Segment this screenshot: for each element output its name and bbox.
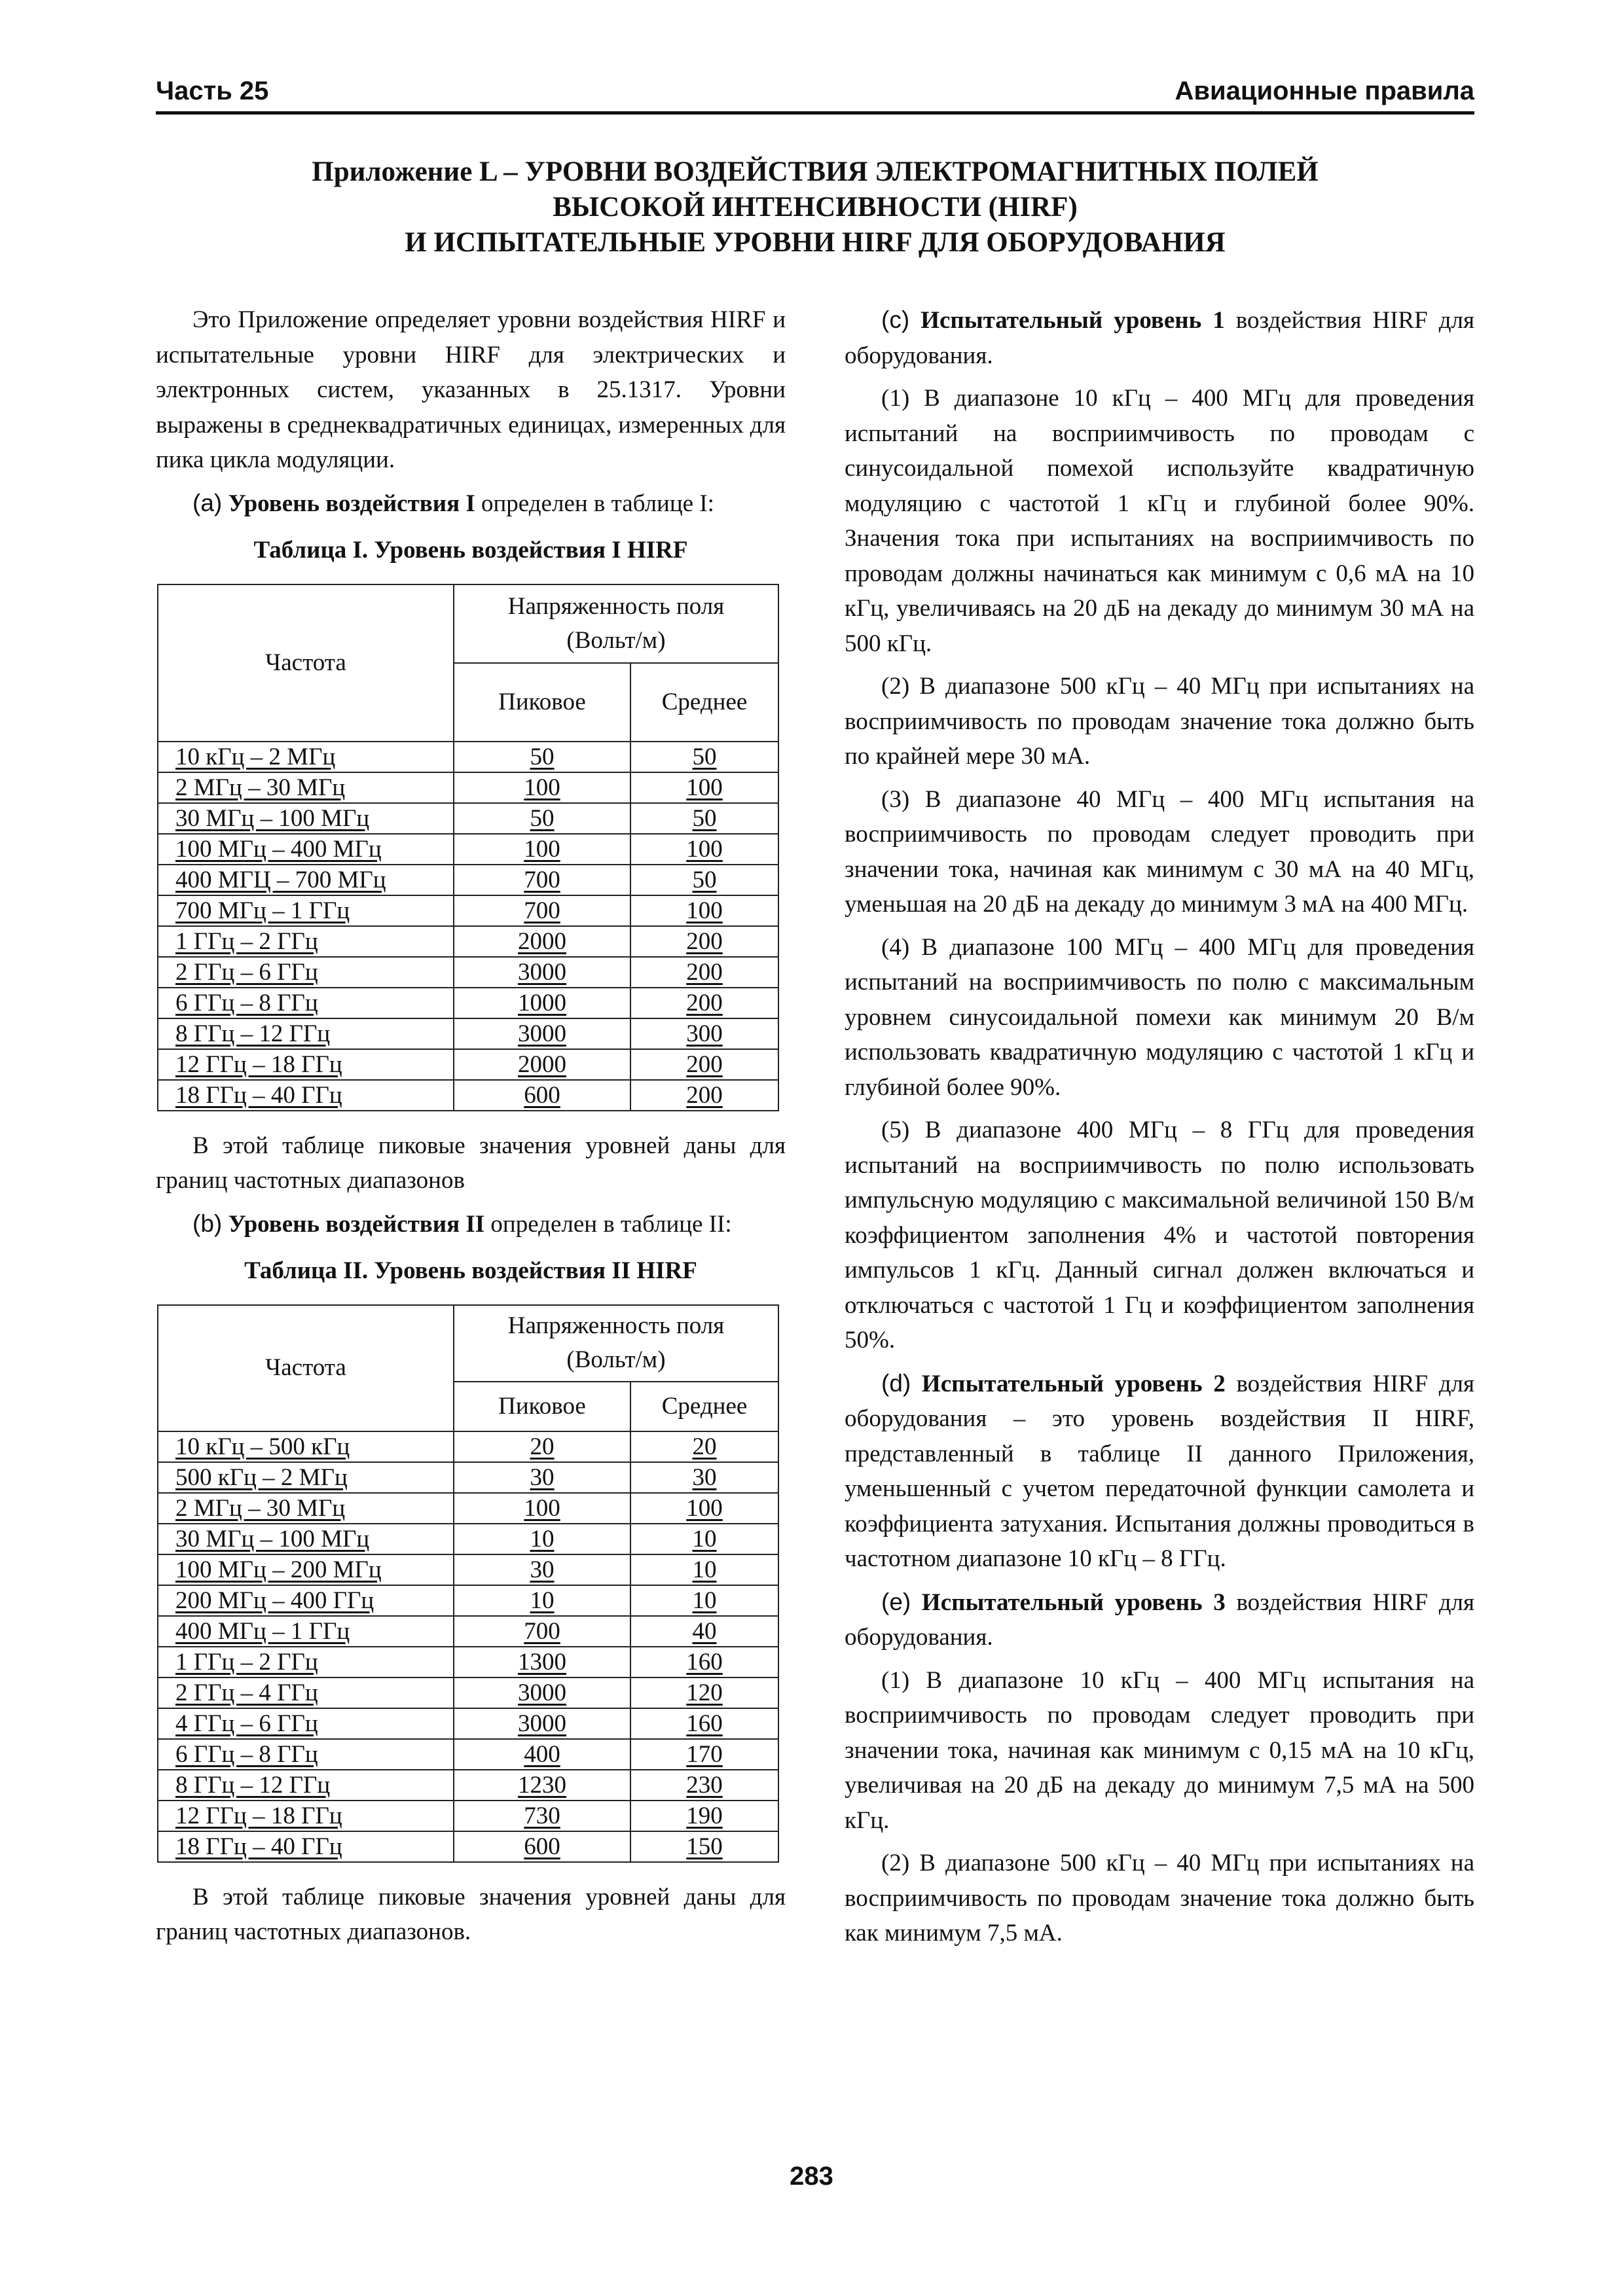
average-cell: 170 — [630, 1739, 778, 1770]
average-cell: 230 — [630, 1770, 778, 1801]
table-row — [158, 1801, 778, 1831]
peak-cell: 50 — [454, 742, 630, 772]
table-row — [158, 1462, 778, 1493]
table-row — [158, 1524, 778, 1554]
peak-cell: 30 — [454, 1462, 630, 1493]
paragraph-a — [156, 486, 786, 522]
paragraph-label: (b) — [192, 1210, 223, 1237]
peak-cell: 1300 — [454, 1647, 630, 1677]
paragraph-term: Уровень воздействия II — [228, 1210, 485, 1238]
peak-cell: 2000 — [454, 926, 630, 957]
right-column — [845, 302, 1474, 1959]
paragraph-term: Испытательный уровень 3 — [921, 1588, 1226, 1616]
average-cell: 100 — [630, 772, 778, 803]
table-row — [158, 772, 778, 803]
paragraph-c3: (3) В диапазоне 40 МГц – 400 МГц испытания на восприимчивость по проводам следует проводить при значении тока, начиная как минимум с 30 мА на 40 МГц, уменьшая на 20 дБ на декаду до минимум 3 мА на 400 МГц. — [845, 785, 1474, 918]
paragraph-term: Уровень воздействия I — [228, 490, 475, 517]
appendix-title-line: Приложение L – УРОВНИ ВОЗДЕЙСТВИЯ ЭЛЕКТРОМАГНИТНЫХ ПОЛЕЙ — [312, 156, 1319, 187]
frequency-cell: 1 ГГц – 2 ГГц — [158, 1647, 454, 1677]
frequency-cell: 100 МГц – 200 МГц — [158, 1554, 454, 1585]
table-row — [158, 1616, 778, 1647]
table-row — [158, 742, 778, 772]
appendix-title-line: И ИСПЫТАТЕЛЬНЫЕ УРОВНИ HIRF ДЛЯ ОБОРУДОВАНИЯ — [405, 227, 1226, 258]
paragraph-label: (a) — [192, 489, 223, 516]
paragraph-e — [845, 1585, 1474, 1655]
frequency-cell: 400 МГЦ – 700 МГц — [158, 865, 454, 895]
table-row — [158, 1708, 778, 1739]
paragraph-c1: (1) В диапазоне 10 кГц – 400 МГц для проведения испытаний на восприимчивость по проводам с синусоидальной помехой используйте квадратичную модуляцию с частотой 1 кГц и глубиной более 90%. Значения тока при испытаниях на восприимчивость по проводам должны начинаться как минимум с 0,6 мА на 10 кГц, увеличиваясь на 20 дБ на декаду до минимум 30 мА на 500 кГц. — [845, 385, 1474, 657]
page-number: 283 — [790, 2162, 833, 2191]
average-cell: 160 — [630, 1647, 778, 1677]
peak-cell: 600 — [454, 1080, 630, 1111]
table2-note: В этой таблице пиковые значения уровней даны для границ частотных диапазонов. — [156, 1883, 786, 1945]
peak-cell: 700 — [454, 865, 630, 895]
frequency-cell: 500 кГц – 2 МГц — [158, 1462, 454, 1493]
peak-cell: 10 — [454, 1585, 630, 1616]
average-cell: 10 — [630, 1585, 778, 1616]
average-cell: 200 — [630, 957, 778, 988]
hirf-table-2 — [157, 1304, 779, 1863]
frequency-cell: 400 МГц – 1 ГГц — [158, 1616, 454, 1647]
paragraph-label: (d) — [881, 1369, 911, 1397]
frequency-cell: 18 ГГц – 40 ГГц — [158, 1080, 454, 1111]
paragraph-label: (e) — [881, 1588, 911, 1615]
frequency-cell: 18 ГГц – 40 ГГц — [158, 1831, 454, 1862]
header-rule — [156, 111, 1474, 115]
average-cell: 190 — [630, 1801, 778, 1831]
left-column — [156, 302, 786, 1958]
table-row — [158, 1049, 778, 1080]
paragraph-c5: (5) В диапазоне 400 МГц – 8 ГГц для проведения испытаний на восприимчивость по полю использовать импульсную модуляцию с максимальной величиной 150 В/м коэффициентом заполнения 4% и частотой повторения импульсов 1 кГц. Данный сигнал должен включаться и отключаться с частотой 1 Гц и коэффициентом заполнения 50%. — [845, 1117, 1474, 1354]
table-row — [158, 1080, 778, 1111]
peak-cell: 400 — [454, 1739, 630, 1770]
table-row — [158, 803, 778, 834]
column-header-average: Среднее — [630, 663, 778, 742]
paragraph-text: определен в таблице I: — [481, 490, 714, 517]
average-cell: 200 — [630, 1049, 778, 1080]
frequency-cell: 10 кГц – 500 кГц — [158, 1431, 454, 1462]
peak-cell: 50 — [454, 803, 630, 834]
column-header-peak: Пиковое — [454, 663, 630, 742]
average-cell: 30 — [630, 1462, 778, 1493]
frequency-cell: 4 ГГц – 6 ГГц — [158, 1708, 454, 1739]
frequency-cell: 30 МГц – 100 МГц — [158, 803, 454, 834]
table-row — [158, 895, 778, 926]
frequency-cell: 6 ГГц – 8 ГГц — [158, 1739, 454, 1770]
average-cell: 200 — [630, 926, 778, 957]
table-row — [158, 957, 778, 988]
paragraph-c — [845, 302, 1474, 373]
average-cell: 300 — [630, 1018, 778, 1049]
frequency-cell: 100 МГц – 400 МГц — [158, 834, 454, 865]
average-cell: 40 — [630, 1616, 778, 1647]
frequency-cell: 2 МГц – 30 МГц — [158, 1493, 454, 1524]
average-cell: 120 — [630, 1677, 778, 1708]
paragraph-c2: (2) В диапазоне 500 кГц – 40 МГц при испытаниях на восприимчивость по проводам значение тока должно быть по крайней мере 30 мА. — [845, 673, 1474, 770]
peak-cell: 3000 — [454, 957, 630, 988]
average-cell: 10 — [630, 1554, 778, 1585]
paragraph-text: определен в таблице II: — [490, 1210, 732, 1238]
table-row — [158, 1647, 778, 1677]
intro-paragraph: Это Приложение определяет уровни воздействия HIRF и испытательные уровни HIRF для электрических и электронных систем, указанных в 25.1317. Уровни выражены в среднеквадратичных единицах, измеренных для пика цикла модуляции. — [156, 306, 786, 473]
peak-cell: 10 — [454, 1524, 630, 1554]
table-row — [158, 1739, 778, 1770]
peak-cell: 1000 — [454, 988, 630, 1018]
table-row — [158, 1770, 778, 1801]
peak-cell: 100 — [454, 1493, 630, 1524]
table2-caption: Таблица II. Уровень воздействия II HIRF — [244, 1257, 697, 1284]
average-cell: 50 — [630, 803, 778, 834]
peak-cell: 1230 — [454, 1770, 630, 1801]
running-header-part: Часть 25 — [156, 77, 269, 105]
hirf-table-1 — [157, 584, 779, 1111]
paragraph-b — [156, 1206, 786, 1242]
paragraph-label: (c) — [881, 306, 910, 333]
frequency-cell: 2 МГц – 30 МГц — [158, 772, 454, 803]
paragraph-term: Испытательный уровень 2 — [921, 1370, 1226, 1397]
peak-cell: 3000 — [454, 1708, 630, 1739]
paragraph-term: Испытательный уровень 1 — [921, 307, 1225, 334]
peak-cell: 3000 — [454, 1677, 630, 1708]
table-row — [158, 1831, 778, 1862]
paragraph-e1: (1) В диапазоне 10 кГц – 400 МГц испытания на восприимчивость по проводам следует проводить при значении тока, начиная как минимум с 0,15 мА на 10 кГц, увеличивая на 20 дБ на декаду до минимум 7,5 мА на 500 кГц. — [845, 1666, 1474, 1834]
paragraph-text: воздействия HIRF для оборудования – это уровень воздействия II HIRF, представленный в таблице II данного Приложения, уменьшенный с учетом передаточной функции самолета и коэффициента затухания. Испытания должны проводиться в частотном диапазоне 10 кГц – 8 ГГц. — [845, 1370, 1475, 1572]
frequency-cell: 2 ГГц – 4 ГГц — [158, 1677, 454, 1708]
average-cell: 160 — [630, 1708, 778, 1739]
average-cell: 200 — [630, 1080, 778, 1111]
frequency-cell: 12 ГГц – 18 ГГц — [158, 1801, 454, 1831]
average-cell: 100 — [630, 834, 778, 865]
frequency-cell: 30 МГц – 100 МГц — [158, 1524, 454, 1554]
paragraph-c4: (4) В диапазоне 100 МГц – 400 МГц для проведения испытаний на восприимчивость по полю с максимальным уровнем синусоидальной помехи как минимум 20 В/м использовать квадратичную модуляцию с частотой 1 кГц и глубиной более 90%. — [845, 933, 1474, 1101]
appendix-title — [156, 154, 1474, 260]
table-row — [158, 1431, 778, 1462]
column-header-frequency: Частота — [158, 1305, 454, 1431]
average-cell: 20 — [630, 1431, 778, 1462]
running-header-title: Авиационные правила — [1175, 77, 1474, 105]
average-cell: 100 — [630, 895, 778, 926]
table-row — [158, 1585, 778, 1616]
average-cell: 200 — [630, 988, 778, 1018]
frequency-cell: 10 кГц – 2 МГц — [158, 742, 454, 772]
frequency-cell: 200 МГц – 400 ГГц — [158, 1585, 454, 1616]
peak-cell: 700 — [454, 895, 630, 926]
peak-cell: 3000 — [454, 1018, 630, 1049]
column-header-peak: Пиковое — [454, 1382, 630, 1431]
table-row — [158, 1677, 778, 1708]
frequency-cell: 1 ГГц – 2 ГГц — [158, 926, 454, 957]
peak-cell: 700 — [454, 1616, 630, 1647]
column-header-frequency: Частота — [158, 584, 454, 742]
frequency-cell: 700 МГц – 1 ГГц — [158, 895, 454, 926]
column-header-field-strength: Напряженность поля (Вольт/м) — [454, 584, 778, 663]
peak-cell: 30 — [454, 1554, 630, 1585]
average-cell: 50 — [630, 865, 778, 895]
frequency-cell: 8 ГГц – 12 ГГц — [158, 1018, 454, 1049]
frequency-cell: 8 ГГц – 12 ГГц — [158, 1770, 454, 1801]
peak-cell: 100 — [454, 834, 630, 865]
table-row — [158, 1493, 778, 1524]
table-row — [158, 1018, 778, 1049]
average-cell: 100 — [630, 1493, 778, 1524]
paragraph-d — [845, 1366, 1474, 1577]
average-cell: 10 — [630, 1524, 778, 1554]
peak-cell: 730 — [454, 1801, 630, 1831]
paragraph-e2: (2) В диапазоне 500 кГц – 40 МГц при испытаниях на восприимчивость по проводам значение тока должно быть как минимум 7,5 мА. — [845, 1850, 1474, 1946]
average-cell: 50 — [630, 742, 778, 772]
peak-cell: 20 — [454, 1431, 630, 1462]
appendix-title-line: ВЫСОКОЙ ИНТЕНСИВНОСТИ (HIRF) — [553, 192, 1078, 223]
table-row — [158, 1554, 778, 1585]
table-row — [158, 926, 778, 957]
frequency-cell: 12 ГГц – 18 ГГц — [158, 1049, 454, 1080]
peak-cell: 600 — [454, 1831, 630, 1862]
frequency-cell: 2 ГГц – 6 ГГц — [158, 957, 454, 988]
frequency-cell: 6 ГГц – 8 ГГц — [158, 988, 454, 1018]
paragraph-text: воздействия HIRF для оборудования. — [845, 307, 1475, 369]
table1-note: В этой таблице пиковые значения уровней даны для границ частотных диапазонов — [156, 1132, 786, 1194]
peak-cell: 2000 — [454, 1049, 630, 1080]
table-row — [158, 865, 778, 895]
column-header-field-strength: Напряженность поля (Вольт/м) — [454, 1305, 778, 1382]
average-cell: 150 — [630, 1831, 778, 1862]
paragraph-text: воздействия HIRF для оборудования. — [845, 1588, 1475, 1651]
table-row — [158, 988, 778, 1018]
table-row — [158, 834, 778, 865]
table1-caption: Таблица I. Уровень воздействия I HIRF — [253, 537, 688, 564]
peak-cell: 100 — [454, 772, 630, 803]
column-header-average: Среднее — [630, 1382, 778, 1431]
